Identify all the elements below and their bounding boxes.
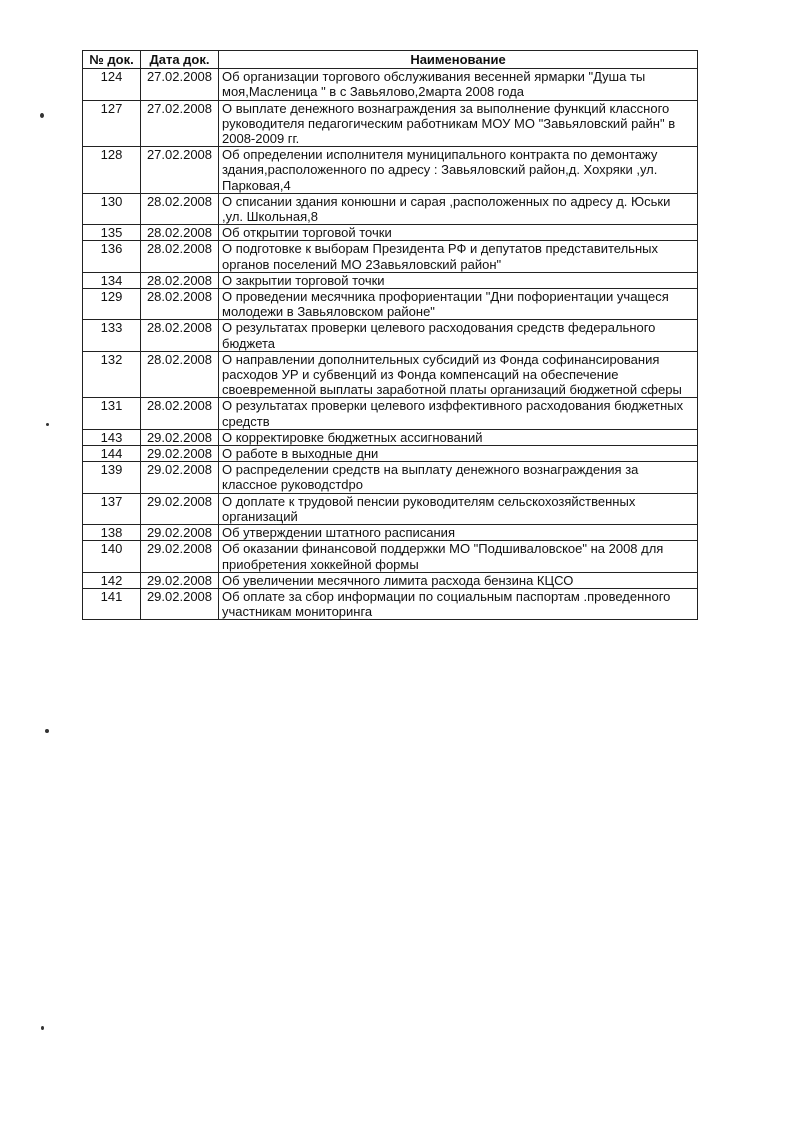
table-row xyxy=(83,100,698,147)
table-row xyxy=(83,493,698,524)
doc-date: 28.02.2008 xyxy=(141,241,219,272)
header-doc-number: № док. xyxy=(83,51,141,69)
doc-date: 29.02.2008 xyxy=(141,525,219,541)
scan-speck xyxy=(41,1026,44,1030)
doc-date: 29.02.2008 xyxy=(141,429,219,445)
header-doc-date: Дата док. xyxy=(141,51,219,69)
table-row xyxy=(83,225,698,241)
doc-number: 141 xyxy=(83,588,141,619)
doc-title: Об увеличении месячного лимита расхода бензина КЦСО xyxy=(219,572,698,588)
doc-date: 29.02.2008 xyxy=(141,493,219,524)
doc-title: Об открытии торговой точки xyxy=(219,225,698,241)
doc-date: 28.02.2008 xyxy=(141,225,219,241)
scan-speck xyxy=(46,423,49,426)
table-row xyxy=(83,588,698,619)
table-row xyxy=(83,289,698,320)
doc-number: 135 xyxy=(83,225,141,241)
table-row xyxy=(83,525,698,541)
doc-date: 27.02.2008 xyxy=(141,69,219,100)
table-row xyxy=(83,193,698,224)
doc-title: Об организации торгового обслуживания весенней ярмарки "Душа ты моя,Масленица " в с Завьялово,2марта 2008 года xyxy=(219,69,698,100)
table-row xyxy=(83,320,698,351)
doc-date: 28.02.2008 xyxy=(141,351,219,398)
doc-title: О списании здания конюшни и сарая ,расположенных по адресу д. Юськи ,ул. Школьная,8 xyxy=(219,193,698,224)
doc-title: О проведении месячника профориентации "Дни пофориентации учащеся молодежи в Завьяловском районе" xyxy=(219,289,698,320)
doc-title: О направлении дополнительных субсидий из Фонда софинансирования расходов УР и субвенций из Фонда компенсаций на обеспечение своевременной выплаты заработной платы организаций бюджетной сферы xyxy=(219,351,698,398)
table-row xyxy=(83,272,698,288)
doc-number: 131 xyxy=(83,398,141,429)
doc-title: Об определении исполнителя муниципального контракта по демонтажу здания,расположенного по адресу : Завьяловский район,д. Хохряки ,ул. Парковая,4 xyxy=(219,147,698,194)
table-row xyxy=(83,398,698,429)
doc-date: 28.02.2008 xyxy=(141,289,219,320)
doc-date: 28.02.2008 xyxy=(141,320,219,351)
doc-number: 127 xyxy=(83,100,141,147)
document-table-container xyxy=(82,50,697,620)
doc-number: 133 xyxy=(83,320,141,351)
scan-speck xyxy=(40,113,44,118)
doc-title: О подготовке к выборам Президента РФ и депутатов представительных органов поселений МО 2Завьяловский район" xyxy=(219,241,698,272)
doc-number: 129 xyxy=(83,289,141,320)
scan-speck xyxy=(45,729,49,733)
table-row xyxy=(83,572,698,588)
doc-number: 142 xyxy=(83,572,141,588)
header-doc-title: Наименование xyxy=(219,51,698,69)
table-header-row xyxy=(83,51,698,69)
doc-number: 124 xyxy=(83,69,141,100)
doc-date: 29.02.2008 xyxy=(141,588,219,619)
doc-title: Об утверждении штатного расписания xyxy=(219,525,698,541)
doc-title: О результатах проверки целевого расходования средств федерального бюджета xyxy=(219,320,698,351)
doc-number: 139 xyxy=(83,462,141,493)
table-row xyxy=(83,351,698,398)
doc-number: 138 xyxy=(83,525,141,541)
doc-number: 144 xyxy=(83,446,141,462)
doc-number: 137 xyxy=(83,493,141,524)
doc-number: 132 xyxy=(83,351,141,398)
table-row xyxy=(83,241,698,272)
table-body xyxy=(83,69,698,620)
doc-number: 136 xyxy=(83,241,141,272)
doc-title: О результатах проверки целевого изффективного расходования бюджетных средств xyxy=(219,398,698,429)
doc-number: 134 xyxy=(83,272,141,288)
doc-date: 28.02.2008 xyxy=(141,398,219,429)
doc-date: 28.02.2008 xyxy=(141,272,219,288)
table-row xyxy=(83,541,698,572)
doc-number: 143 xyxy=(83,429,141,445)
doc-title: Об оплате за сбор информации по социальным паспортам .проведенного участникам мониторинга xyxy=(219,588,698,619)
table-row xyxy=(83,69,698,100)
table-row xyxy=(83,147,698,194)
doc-date: 27.02.2008 xyxy=(141,147,219,194)
doc-date: 29.02.2008 xyxy=(141,541,219,572)
doc-title: О распределении средств на выплату денежного вознаграждения за классное руководстdро xyxy=(219,462,698,493)
doc-title: О закрытии торговой точки xyxy=(219,272,698,288)
doc-number: 130 xyxy=(83,193,141,224)
doc-title: О работе в выходные дни xyxy=(219,446,698,462)
doc-title: Об оказании финансовой поддержки МО "Подшиваловское" на 2008 для приобретения хоккейной формы xyxy=(219,541,698,572)
doc-date: 29.02.2008 xyxy=(141,572,219,588)
table-row xyxy=(83,462,698,493)
doc-title: О выплате денежного вознаграждения за выполнение функций классного руководителя педагогическим работникам МОУ МО "Завьяловский райн" в 2008-2009 гг. xyxy=(219,100,698,147)
doc-number: 140 xyxy=(83,541,141,572)
doc-date: 27.02.2008 xyxy=(141,100,219,147)
doc-title: О доплате к трудовой пенсии руководителям сельскохозяйственных организаций xyxy=(219,493,698,524)
doc-date: 28.02.2008 xyxy=(141,193,219,224)
documents-table xyxy=(82,50,698,620)
doc-date: 29.02.2008 xyxy=(141,462,219,493)
table-row xyxy=(83,446,698,462)
doc-number: 128 xyxy=(83,147,141,194)
doc-title: О корректировке бюджетных ассигнований xyxy=(219,429,698,445)
doc-date: 29.02.2008 xyxy=(141,446,219,462)
table-row xyxy=(83,429,698,445)
